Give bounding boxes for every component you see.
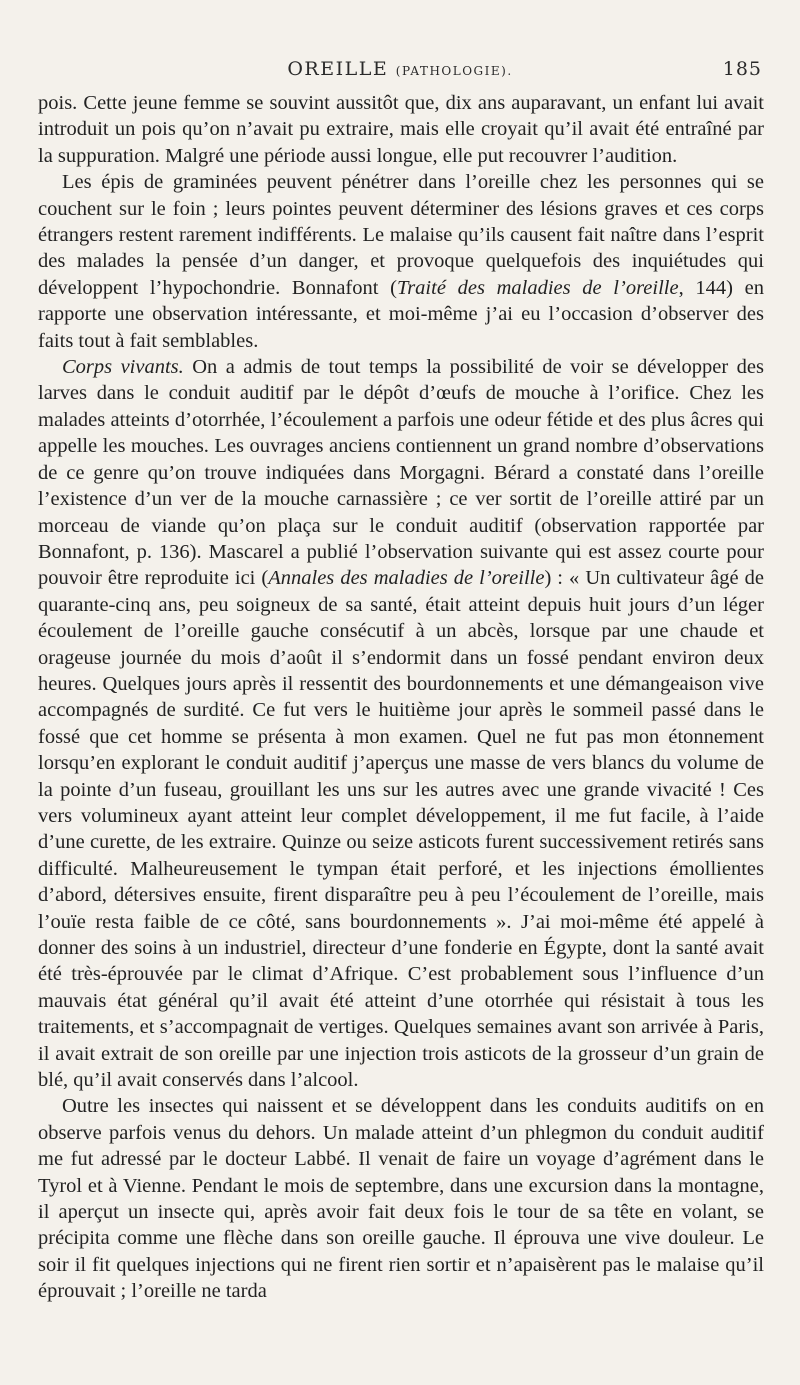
running-head-subtitle-wrap: [396, 64, 513, 78]
subtitle-close: ).: [501, 64, 513, 78]
subtitle-open: (: [395, 64, 402, 78]
running-head-title: OREILLE: [287, 58, 389, 80]
text-run: pois. Cette jeune femme se souvint aussitôt que, dix ans auparavant, un enfant lui avait introduit un pois qu’on n’avait pu extraire, mais elle croyait qu’il avait été entraîné par la suppuration. Malgré une période aussi longue, elle put recouvrer l’audition.: [38, 92, 764, 167]
paragraph: [38, 1093, 764, 1304]
paragraph: [38, 169, 764, 354]
text-run: , 144) en rapporte une observation intéressante, et moi-même j’ai eu l’occasion d’observer des faits tout à fait semblables.: [38, 276, 764, 352]
paragraph: [38, 90, 764, 169]
text-run: On a admis de tout temps la possibilité de voir se développer des larves dans le conduit auditif par le dépôt d’œufs de mouche à l’orifice. Chez les malades atteints d’otorrhée, l’écoulement a parfois une odeur fétide et des plus âcres qui appelle les mouches. Les ouvrages anciens contiennent un grand nombre d’observations de ce genre qu’on trouve indiquées dans Morgagni. Bérard a constaté dans l’oreille l’existence d’un ver de la mouche carnassière ; ce ver sortit de l’oreille attiré par un morceau de viande qu’on plaça sur le conduit auditif (observation rapportée par Bonnafont, p. 136). Mascarel a publié l’observation suivante qui est assez courte pour pouvoir être reproduite ici (: [38, 356, 764, 590]
body-text: [38, 90, 764, 1305]
journal-title: Annales des maladies de l’oreille: [268, 567, 545, 590]
book-title: Traité des maladies de l’oreille: [396, 276, 679, 299]
running-head-subtitle: PATHOLOGIE: [401, 64, 502, 78]
text-run: ) : « Un cultivateur âgé de quarante-cinq ans, peu soigneux de sa santé, était atteint depuis huit jours d’un léger écoulement de l’oreille gauche consécutif à un abcès, lorsque par une chaude et orageuse journée du mois d’août il s’endormit dans un fossé pendant environ deux heures. Quelques jours après il ressentit des bourdonnements et une démangeaison vive accompagnés de surdité. Ce fut vers le huitième jour après le sommeil passé dans le fossé que cet homme se présenta à mon examen. Quel ne fut pas mon étonnement lorsqu’en explorant le conduit auditif j’aperçus une masse de vers blancs du volume de la pointe d’un fuseau, grouillant les uns sur les autres avec une grande vivacité ! Ces vers volumineux ayant atteint leur complet développement, il me fut facile, à l’aide d’une curette, de les extraire. Quinze ou seize asticots furent successivement retirés sans difficulté. Malheureusement le tympan était perforé, et les injections émollientes d’abord, détersives ensuite, firent disparaître peu à peu l’écoulement de l’oreille, mais l’ouïe resta faible de ce côté, sans bourdonnements ». J’ai moi-même été appelé à donner des soins à un industriel, directeur d’une fonderie en Égypte, dont la santé avait été très-éprouvée par le climat d’Afrique. C’est probablement sous l’influence d’un mauvais état général qu’il avait été atteint d’une otorrhée qui résistait à tous les traitements, et s’accompagnait de vertiges. Quelques semaines avant son arrivée à Paris, il avait extrait de son oreille par une injection trois asticots de la grosseur d’un grain de blé, qu’il avait conservés dans l’alcool.: [38, 567, 764, 1092]
text-run: Outre les insectes qui naissent et se développent dans les conduits auditifs on en observe parfois venus du dehors. Un malade atteint d’un phlegmon du conduit auditif me fut adressé par le docteur Labbé. Il venait de faire un voyage d’agrément dans le Tyrol et à Vienne. Pendant le mois de septembre, dans une excursion dans la montagne, il aperçut un insecte qui, après avoir fait deux fois le tour de sa tête en volant, se précipita comme une flèche dans son oreille gauche. Il éprouva une vive douleur. Le soir il fit quelques injections qui ne firent rien sortir et n’apaisèrent pas le malaise qu’il éprouvait ; l’oreille ne tarda: [38, 1095, 764, 1303]
page-header: [38, 58, 762, 84]
text-run: Les épis de graminées peuvent pénétrer dans l’oreille chez les personnes qui se couchent sur le foin ; leurs pointes peuvent déterminer des lésions graves et ces corps étrangers restent rarement indifférents. Le malaise qu’ils causent fait naître dans l’esprit des malades la pensée d’un danger, et provoque quelquefois des inquiétudes qui développent l’hypochondrie. Bonnafont (: [38, 171, 764, 299]
running-head: [38, 58, 762, 80]
section-heading: Corps vivants.: [62, 356, 184, 379]
paragraph: [38, 354, 764, 1093]
page-number: 185: [722, 58, 762, 80]
